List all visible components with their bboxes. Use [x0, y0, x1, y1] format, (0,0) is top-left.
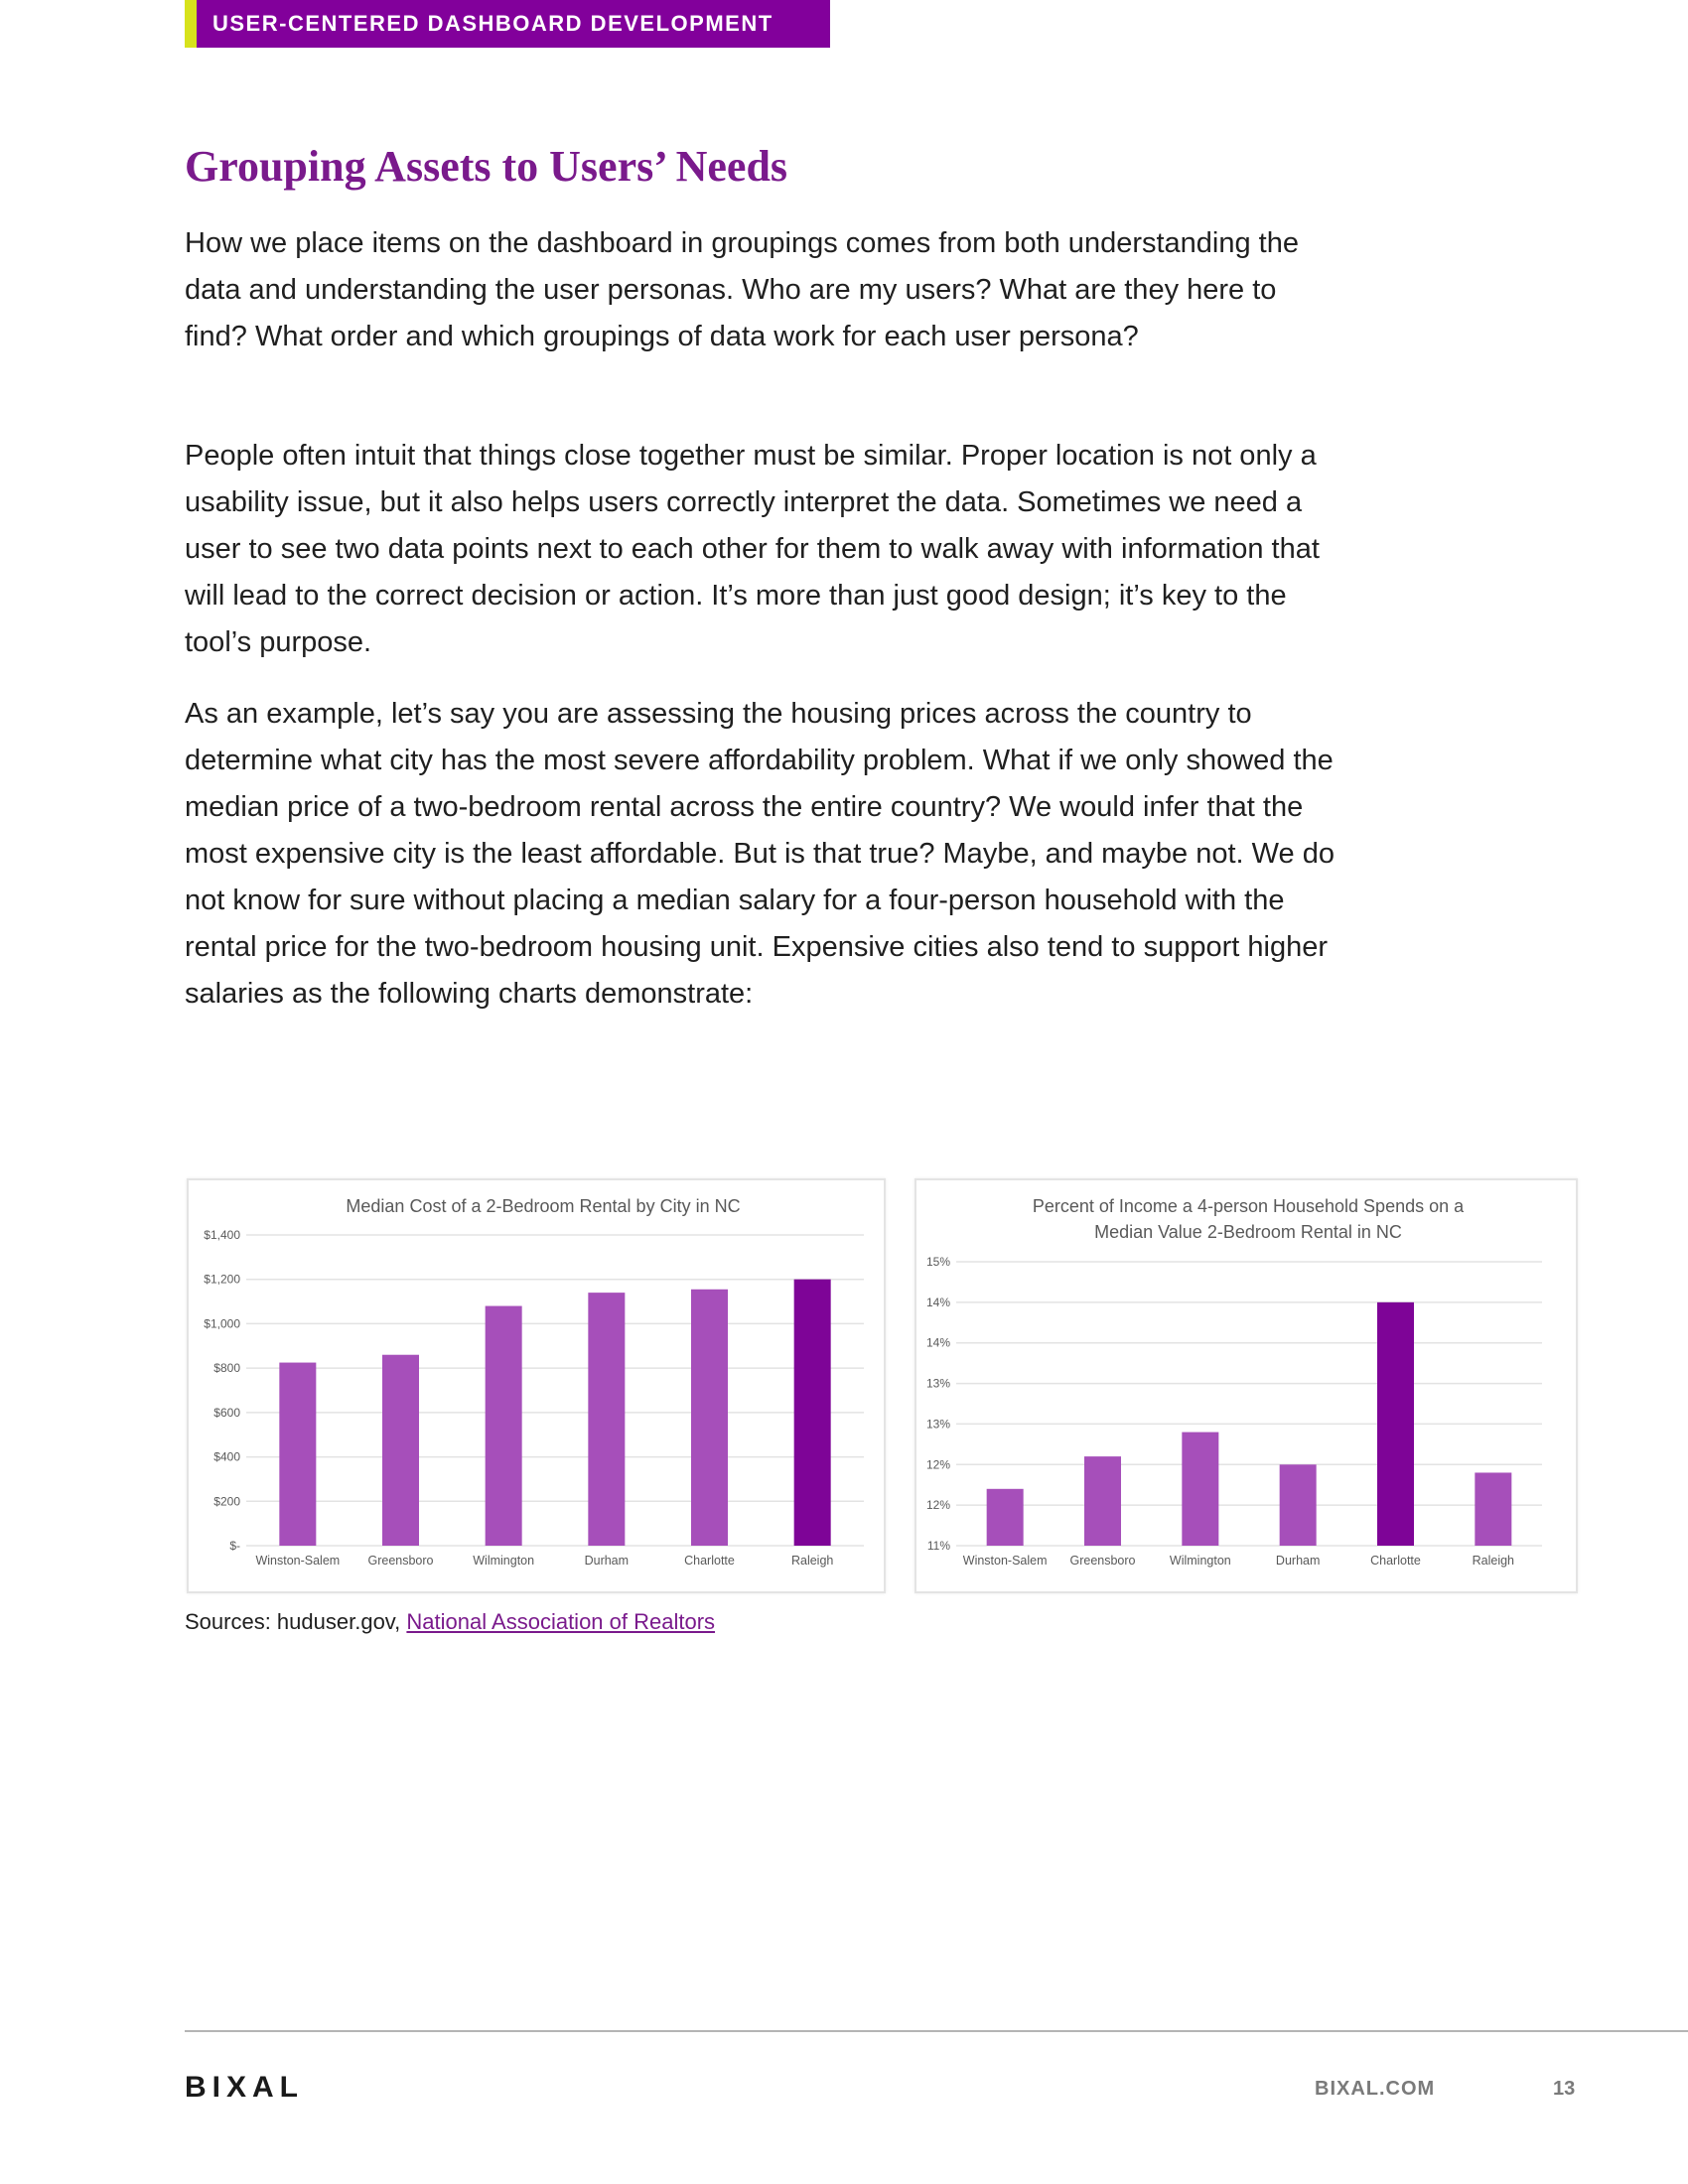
x-tick-label: Durham — [1275, 1554, 1321, 1568]
header-accent-stripe — [185, 0, 197, 48]
chart-title: Median Cost of a 2-Bedroom Rental by City in NC — [346, 1196, 741, 1216]
bar-greensboro — [1084, 1456, 1121, 1546]
header-bar — [185, 0, 830, 48]
paragraph-intro: How we place items on the dashboard in groupings comes from both understanding the data and understanding the user personas. Who are my users? What are they here to find? What order and which groupings of data work for each user persona? — [185, 227, 1299, 352]
income-percent-chart-card — [914, 1178, 1578, 1593]
bar-greensboro — [382, 1355, 419, 1546]
y-tick-label: 13% — [925, 1417, 950, 1432]
y-tick-label: 14% — [925, 1335, 950, 1350]
rental-cost-chart-card — [187, 1178, 886, 1593]
bar-charlotte — [1377, 1302, 1414, 1546]
income-percent-chart — [916, 1180, 1576, 1591]
x-tick-label: Greensboro — [1069, 1554, 1136, 1568]
x-tick-label: Greensboro — [367, 1554, 434, 1568]
bar-durham — [1280, 1464, 1317, 1546]
section-header-label: USER-CENTERED DASHBOARD DEVELOPMENT — [197, 0, 830, 48]
y-tick-label: 12% — [925, 1457, 950, 1472]
y-tick-label: $400 — [213, 1449, 240, 1464]
y-tick-label: 12% — [925, 1498, 950, 1513]
x-tick-label: Wilmington — [473, 1554, 535, 1568]
sources-prefix: Sources: huduser.gov, — [185, 1609, 401, 1634]
x-tick-label: Winston-Salem — [962, 1554, 1048, 1568]
bar-durham — [588, 1293, 625, 1546]
x-tick-label: Winston-Salem — [255, 1554, 341, 1568]
paragraph-example: As an example, let’s say you are assessing the housing prices across the country to determine what city has the most severe affordability problem. What if we only showed the median price of a two-bedroom rental across the entire country? We would infer that the most expensive city is the least affordable. But is that true? Maybe, and maybe not. We do not know for sure without placing a median salary for a four-person household with the rental price for the two-bedroom housing unit. Expensive cities also tend to support higher salaries as the following charts demonstrate: — [185, 698, 1335, 1010]
y-tick-label: $600 — [213, 1405, 240, 1420]
x-tick-label: Charlotte — [1370, 1554, 1421, 1568]
bar-wilmington — [486, 1306, 522, 1546]
footer-website: BIXAL.COM — [1315, 2078, 1436, 2100]
y-tick-label: $1,200 — [204, 1272, 240, 1287]
x-tick-label: Wilmington — [1169, 1554, 1231, 1568]
y-tick-label: $1,000 — [204, 1316, 240, 1331]
x-tick-label: Charlotte — [684, 1554, 735, 1568]
y-tick-label: $200 — [213, 1494, 240, 1509]
bar-raleigh — [1475, 1472, 1511, 1546]
y-tick-label: 14% — [925, 1295, 950, 1309]
x-tick-label: Raleigh — [790, 1554, 834, 1568]
realtors-source-link[interactable]: National Association of Realtors — [406, 1609, 716, 1634]
footer-divider — [185, 2030, 1688, 2032]
y-tick-label: 13% — [925, 1376, 950, 1391]
bixal-logo: BIXAL — [185, 2071, 304, 2104]
chart-title: Median Value 2-Bedroom Rental in NC — [1094, 1222, 1402, 1242]
y-tick-label: 11% — [926, 1539, 950, 1553]
bar-wilmington — [1182, 1433, 1218, 1546]
page-number: 13 — [1553, 2078, 1576, 2100]
y-tick-label: $800 — [213, 1361, 240, 1376]
bar-winston-salem — [279, 1363, 316, 1546]
y-tick-label: 15% — [925, 1255, 950, 1269]
paragraph-location: People often intuit that things close together must be similar. Proper location is not only a usability issue, but it also helps users correctly interpret the data. Sometimes we need a user to see two data points next to each other for them to walk away with information that will lead to the correct decision or action. It’s more than just good design; it’s key to the tool’s purpose. — [185, 440, 1320, 658]
bar-raleigh — [794, 1280, 831, 1546]
bar-charlotte — [691, 1290, 728, 1546]
bar-winston-salem — [987, 1489, 1024, 1546]
x-tick-label: Raleigh — [1472, 1554, 1515, 1568]
page-title: Grouping Assets to Users’ Needs — [185, 142, 788, 191]
y-tick-label: $- — [229, 1539, 240, 1553]
rental-cost-chart — [189, 1180, 884, 1591]
chart-title: Percent of Income a 4-person Household Spends on a — [1032, 1196, 1465, 1216]
sources-note — [185, 1609, 715, 1635]
x-tick-label: Durham — [584, 1554, 630, 1568]
y-tick-label: $1,400 — [204, 1228, 240, 1242]
